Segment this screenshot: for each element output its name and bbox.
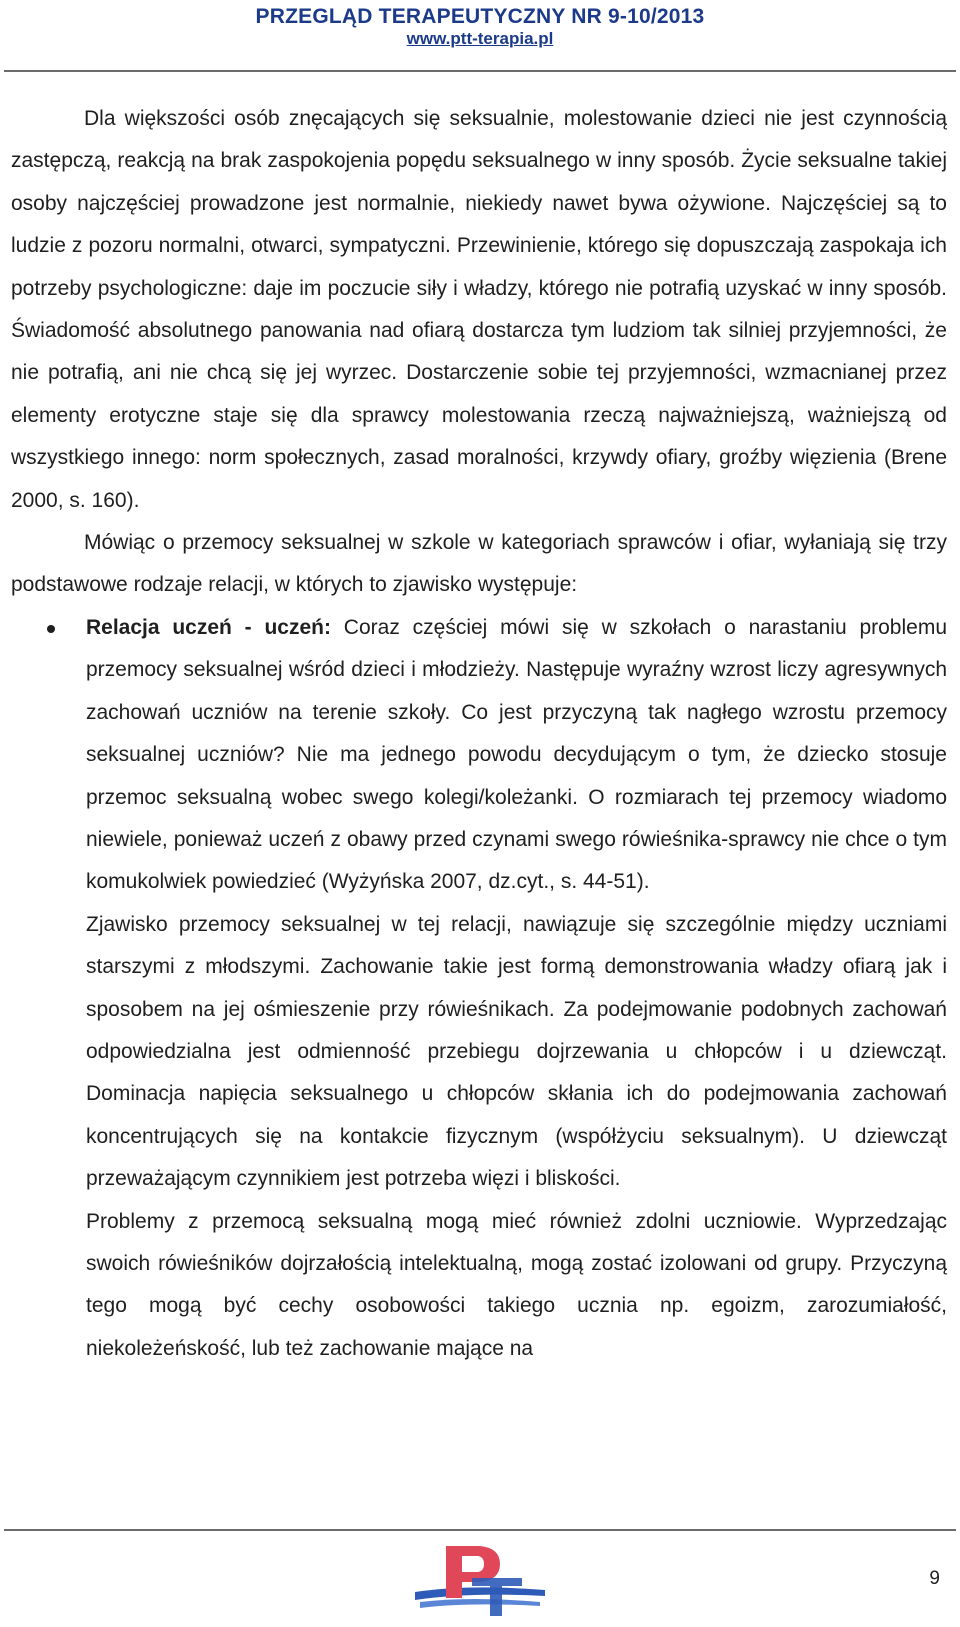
sub-paragraph-1: Zjawisko przemocy seksualnej w tej relacji, nawiązuje się szczególnie między uczniami starszymi z młodszymi. Zachowanie takie jest formą demonstrowania władzy ofiarą jak i sposobem na jej ośmieszenie przy rówieśnikach. Za podejmowanie podobnych zachowań odpowiedzialna jest odmienność przebiegu dojrzewania u chłopców i u dziewcząt. Dominacja napięcia seksualnego u chłopców skłania ich do podejmowania zachowań koncentrujących się na kontakcie fizycznym (współżyciu seksualnym). U dziewcząt przeważającym czynnikiem jest potrzeba więzi i bliskości. (86, 912, 947, 1191)
journal-url-link[interactable]: www.ptt-terapia.pl (406, 29, 554, 48)
list-item-body: Coraz częściej mówi się w szkołach o narastaniu problemu przemocy seksualnej wśród dzieci i młodzieży. Następuje wyraźny wzrost liczy agresywnych zachowań uczniów na terenie szkoły. Co jest przyczyną tak nagłego wzrostu przemocy seksualnej uczniów? Nie ma jednego powodu decydującym o tym, że dziecko stosuje przemoc seksualną wobec swego kolegi/koleżanki. O rozmiarach tej przemocy wiadomo niewiele, ponieważ uczeń z obawy przed czynami swego rówieśnika-sprawcy nie chce o tym komukolwiek powiedzieć (Wyżyńska 2007, dz.cyt., s. 44-51). (86, 615, 947, 894)
bullet-icon (47, 625, 55, 633)
list-item-text (86, 607, 947, 904)
relation-list (11, 607, 947, 904)
page-number: 9 (929, 1568, 940, 1589)
list-item-term: Relacja uczeń - uczeń: (86, 615, 331, 639)
page-header (0, 4, 960, 48)
footer-divider (4, 1529, 956, 1531)
journal-logo-icon (410, 1540, 550, 1620)
header-divider (4, 70, 956, 72)
paragraph-2: Mówiąc o przemocy seksualnej w szkole w kategoriach sprawców i ofiar, wyłaniają się trzy podstawowe rodzaje relacji, w których to zjawisko występuje: (11, 531, 947, 597)
list-item (11, 607, 947, 904)
sub-paragraph-2: Problemy z przemocą seksualną mogą mieć również zdolni uczniowie. Wyprzedzając swoich rówieśników dojrzałością intelektualną, mogą zostać izolowani od grupy. Przyczyną tego mogą być cechy osobowości takiego ucznia np. egoizm, zarozumiałość, niekoleżeńskość, lub też zachowanie mające na (86, 1209, 947, 1360)
article-body (11, 98, 947, 1370)
journal-title: PRZEGLĄD TERAPEUTYCZNY NR 9-10/2013 (255, 5, 705, 28)
paragraph-1: Dla większości osób znęcających się seksualnie, molestowanie dzieci nie jest czynnością zastępczą, reakcją na brak zaspokojenia popędu seksualnego w inny sposób. Życie seksualne takiej osoby najczęściej prowadzone jest normalnie, niekiedy nawet bywa ożywione. Najczęściej są to ludzie z pozoru normalni, otwarci, sympatyczni. Przewinienie, którego się dopuszczają zaspokaja ich potrzeby psychologiczne: daje im poczucie siły i władzy, którego nie potrafią uzyskać w inny sposób. Świadomość absolutnego panowania nad ofiarą dostarcza tym ludziom tak silniej przyjemności, że nie potrafią, ani nie chcą się jej wyrzec. Dostarczenie sobie tej przyjemności, wzmacnianej przez elementy erotyczne staje się dla sprawcy molestowania rzeczą najważniejszą, ważniejszą od wszystkiego innego: norm społecznych, zasad moralności, krzywdy ofiary, groźby więzienia (Brene 2000, s. 160). (11, 107, 947, 512)
